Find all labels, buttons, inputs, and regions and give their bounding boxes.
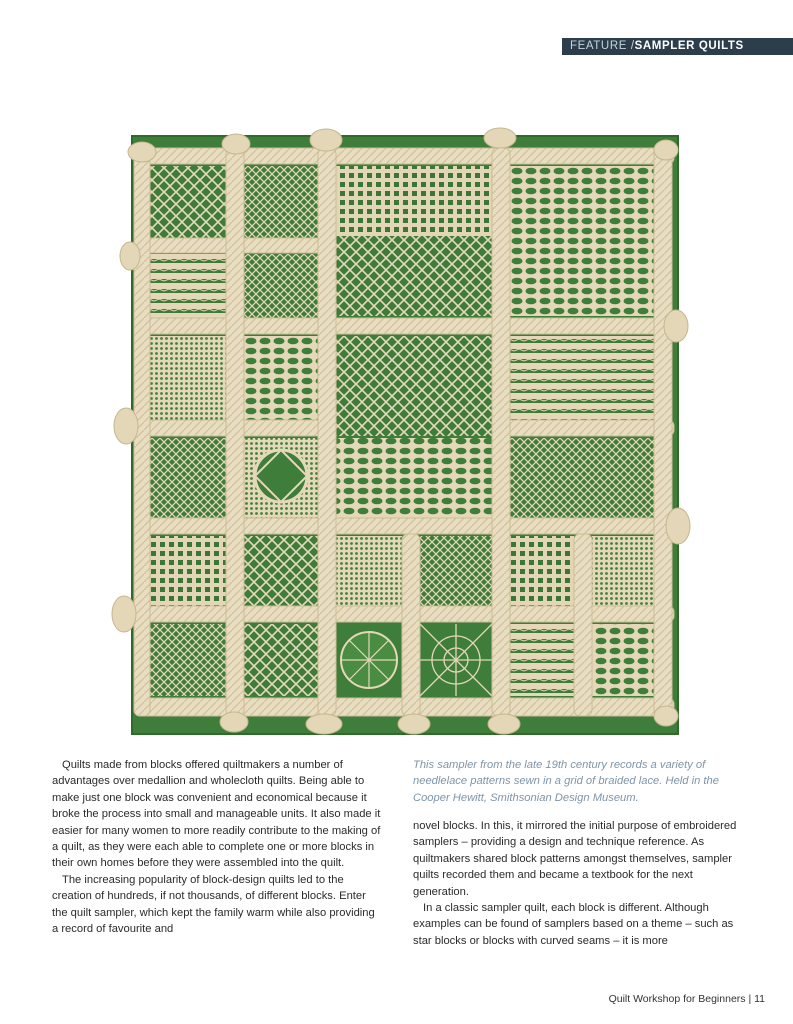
section-header-tab: [562, 38, 793, 55]
body-paragraph: novel blocks. In this, it mirrored the initial purpose of embroidered samplers – providing a design and technique reference. As quiltmakers shared block patterns amongst themselves, sampler quilts recorded them and became a textbook for the next generation.: [413, 820, 737, 898]
page-footer: [609, 993, 765, 1005]
header-separator: /: [627, 40, 635, 52]
body-paragraph: Quilts made from blocks offered quiltmakers a number of advantages over medallion and wholecloth quilts. Being able to make just one block was convenient and economical because it broke the process into small and manageable units. It also made it easier for many women to more readily contribute to the making of a quilt, as they were each able to complete one or more blocks in their own homes before they were assembled into the quilt.: [52, 759, 381, 870]
page-number: 11: [754, 993, 765, 1005]
figure-caption: This sampler from the late 19th century records a variety of needlelace patterns sewn in a grid of braided lace. Held in the Cooper Hewitt, Smithsonian Design Museum.: [413, 759, 719, 804]
header-topic: SAMPLER QUILTS: [634, 40, 744, 52]
footer-publication: Quilt Workshop for Beginners: [608, 993, 746, 1005]
body-column-right: [413, 818, 748, 949]
body-column-left: [52, 757, 382, 937]
sampler-photo: [104, 126, 691, 742]
footer-separator: |: [745, 993, 755, 1005]
header-category: FEATURE: [570, 40, 628, 52]
body-paragraph: The increasing popularity of block-design quilts led to the creation of hundreds, if not thousands, of different blocks. Enter the quilt sampler, which kept the family warm while also providing a record of favourite and: [52, 873, 375, 936]
body-paragraph: In a classic sampler quilt, each block is different. Although examples can be found of samplers based on a theme – such as star blocks or blocks with curved seams – it is more: [413, 902, 734, 947]
